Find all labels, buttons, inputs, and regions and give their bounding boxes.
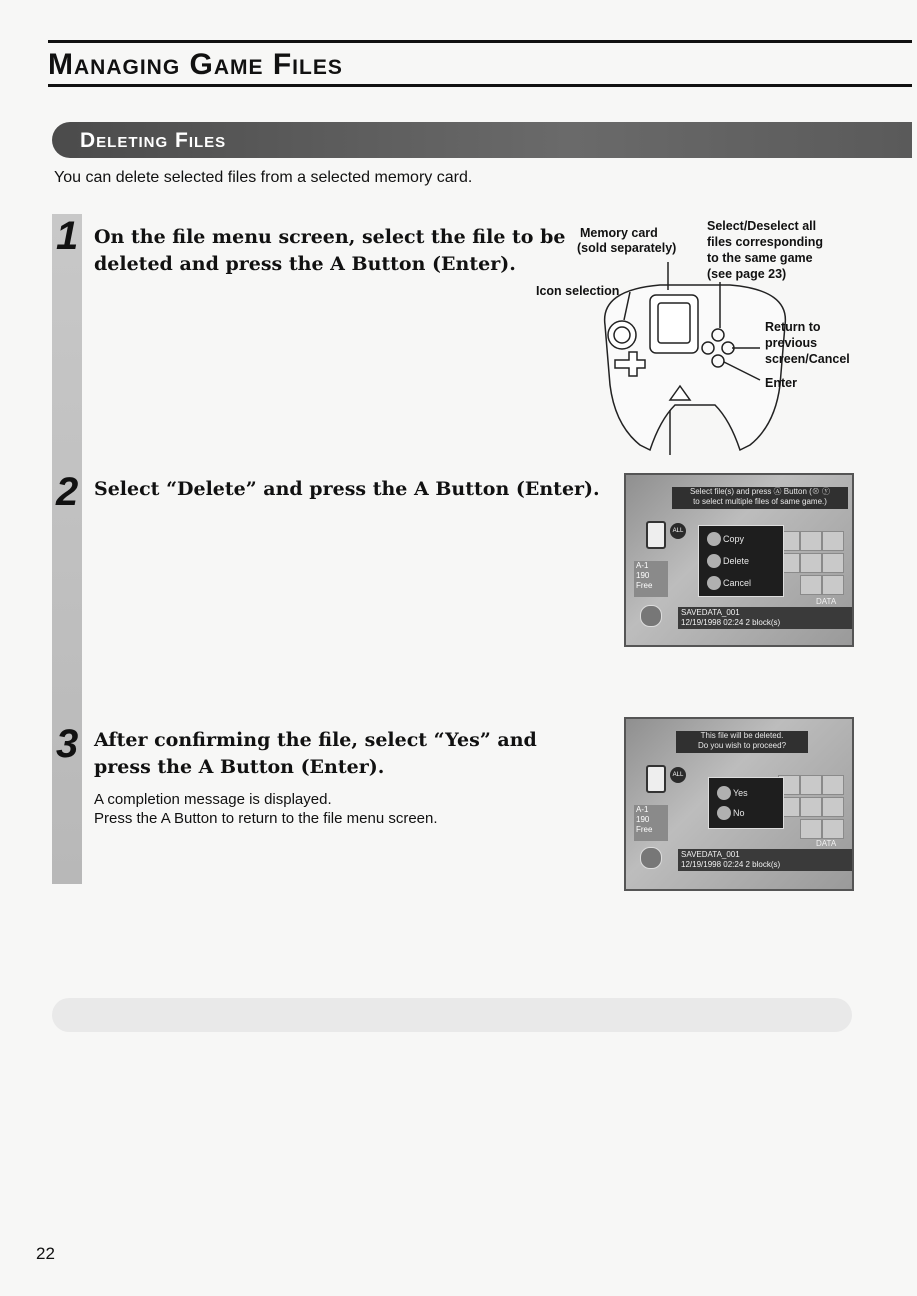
file-slot bbox=[800, 775, 822, 795]
screen2-message-line-2: Do you wish to proceed? bbox=[697, 741, 787, 750]
free-blocks-number: 190 bbox=[636, 815, 650, 824]
file-slot bbox=[822, 819, 844, 839]
file-name: SAVEDATA_001 bbox=[681, 850, 740, 859]
file-slot bbox=[822, 575, 844, 595]
step-1-line-1: On the file menu screen, select the file to be bbox=[94, 226, 566, 248]
callout-memory-card-2: (sold separately) bbox=[577, 241, 677, 255]
file-slot bbox=[822, 553, 844, 573]
callout-select-1: Select/Deselect all bbox=[707, 219, 817, 233]
callout-select-4: (see page 23) bbox=[707, 267, 787, 281]
file-slot bbox=[800, 575, 822, 595]
step-2-line-1: Select “Delete” and press the A Button (Enter). bbox=[94, 478, 600, 500]
menu-bullet bbox=[717, 806, 731, 820]
step-3-line-2: press the A Button (Enter). bbox=[94, 756, 385, 778]
data-label: DATA bbox=[816, 839, 837, 848]
page-title: Managing Game Files bbox=[48, 48, 343, 81]
step-3-body-1: A completion message is displayed. bbox=[94, 791, 332, 808]
data-label: DATA bbox=[816, 597, 837, 606]
step-2-number: 2 bbox=[56, 470, 79, 514]
intro-text: You can delete selected files from a selected memory card. bbox=[54, 169, 473, 186]
screenshot-delete-menu bbox=[624, 473, 854, 647]
action-menu bbox=[698, 525, 784, 597]
menu-bullet bbox=[717, 786, 731, 800]
file-info-bar bbox=[678, 849, 854, 871]
title-rule-bottom bbox=[48, 84, 912, 87]
swirl-icon bbox=[640, 605, 662, 627]
menu-item-no[interactable]: No bbox=[733, 808, 745, 818]
file-info: 12/19/1998 02:24 2 block(s) bbox=[681, 860, 781, 869]
screenshot-confirm-delete bbox=[624, 717, 854, 891]
step-column bbox=[52, 214, 82, 884]
step-3-body-2: Press the A Button to return to the file menu screen. bbox=[94, 810, 438, 827]
file-slot bbox=[800, 531, 822, 551]
free-blocks-number: 190 bbox=[636, 571, 650, 580]
slot-panel bbox=[634, 805, 668, 841]
menu-bullet bbox=[707, 576, 721, 590]
callout-select-2: files corresponding bbox=[707, 235, 823, 249]
menu-item-yes[interactable]: Yes bbox=[733, 788, 748, 798]
screen1-message-line-2: to select multiple files of same game.) bbox=[693, 497, 827, 506]
vmu-icon bbox=[646, 765, 666, 793]
callout-enter: Enter bbox=[765, 376, 797, 390]
callout-return-1: Return to bbox=[765, 320, 821, 334]
screen1-message-line-1: Select file(s) and press Ⓐ Button (⊗ ⓨ bbox=[689, 487, 831, 496]
file-slot bbox=[822, 775, 844, 795]
file-slot bbox=[800, 553, 822, 573]
step-1-line-2: deleted and press the A Button (Enter). bbox=[94, 253, 516, 275]
file-name: SAVEDATA_001 bbox=[681, 608, 740, 617]
all-button: ALL bbox=[670, 767, 686, 783]
slot-panel bbox=[634, 561, 668, 597]
free-blocks-label: Free bbox=[636, 825, 653, 834]
vmu-icon bbox=[646, 521, 666, 549]
step-1-number: 1 bbox=[56, 214, 79, 258]
file-slot bbox=[822, 797, 844, 817]
callout-return-2: previous bbox=[765, 336, 818, 350]
file-slot bbox=[800, 819, 822, 839]
screen2-message-line-1: This file will be deleted. bbox=[700, 731, 784, 740]
screen1-message bbox=[672, 487, 848, 509]
file-slot bbox=[800, 797, 822, 817]
callout-select-3: to the same game bbox=[707, 251, 813, 265]
menu-item-copy[interactable]: Copy bbox=[723, 534, 745, 544]
screen2-message bbox=[676, 731, 808, 753]
callout-memory-card-1: Memory card bbox=[580, 226, 658, 240]
all-button: ALL bbox=[670, 523, 686, 539]
menu-bullet bbox=[707, 554, 721, 568]
step-3-line-1: After confirming the file, select “Yes” and bbox=[94, 729, 537, 751]
page-number: 22 bbox=[36, 1244, 55, 1263]
slot-label: A-1 bbox=[636, 561, 649, 570]
bleed-through-bar bbox=[52, 998, 852, 1032]
step-3-number: 3 bbox=[56, 722, 79, 766]
section-title: Deleting Files bbox=[80, 129, 227, 152]
callout-return-3: screen/Cancel bbox=[765, 352, 850, 366]
menu-bullet bbox=[707, 532, 721, 546]
file-info: 12/19/1998 02:24 2 block(s) bbox=[681, 618, 781, 627]
callout-icon-selection: Icon selection bbox=[536, 284, 620, 298]
swirl-icon bbox=[640, 847, 662, 869]
free-blocks-label: Free bbox=[636, 581, 653, 590]
menu-item-cancel[interactable]: Cancel bbox=[723, 578, 752, 588]
confirm-menu bbox=[708, 777, 784, 829]
file-slot bbox=[822, 531, 844, 551]
file-info-bar bbox=[678, 607, 854, 629]
slot-label: A-1 bbox=[636, 805, 649, 814]
menu-item-delete[interactable]: Delete bbox=[723, 556, 750, 566]
title-rule-top bbox=[48, 40, 912, 43]
